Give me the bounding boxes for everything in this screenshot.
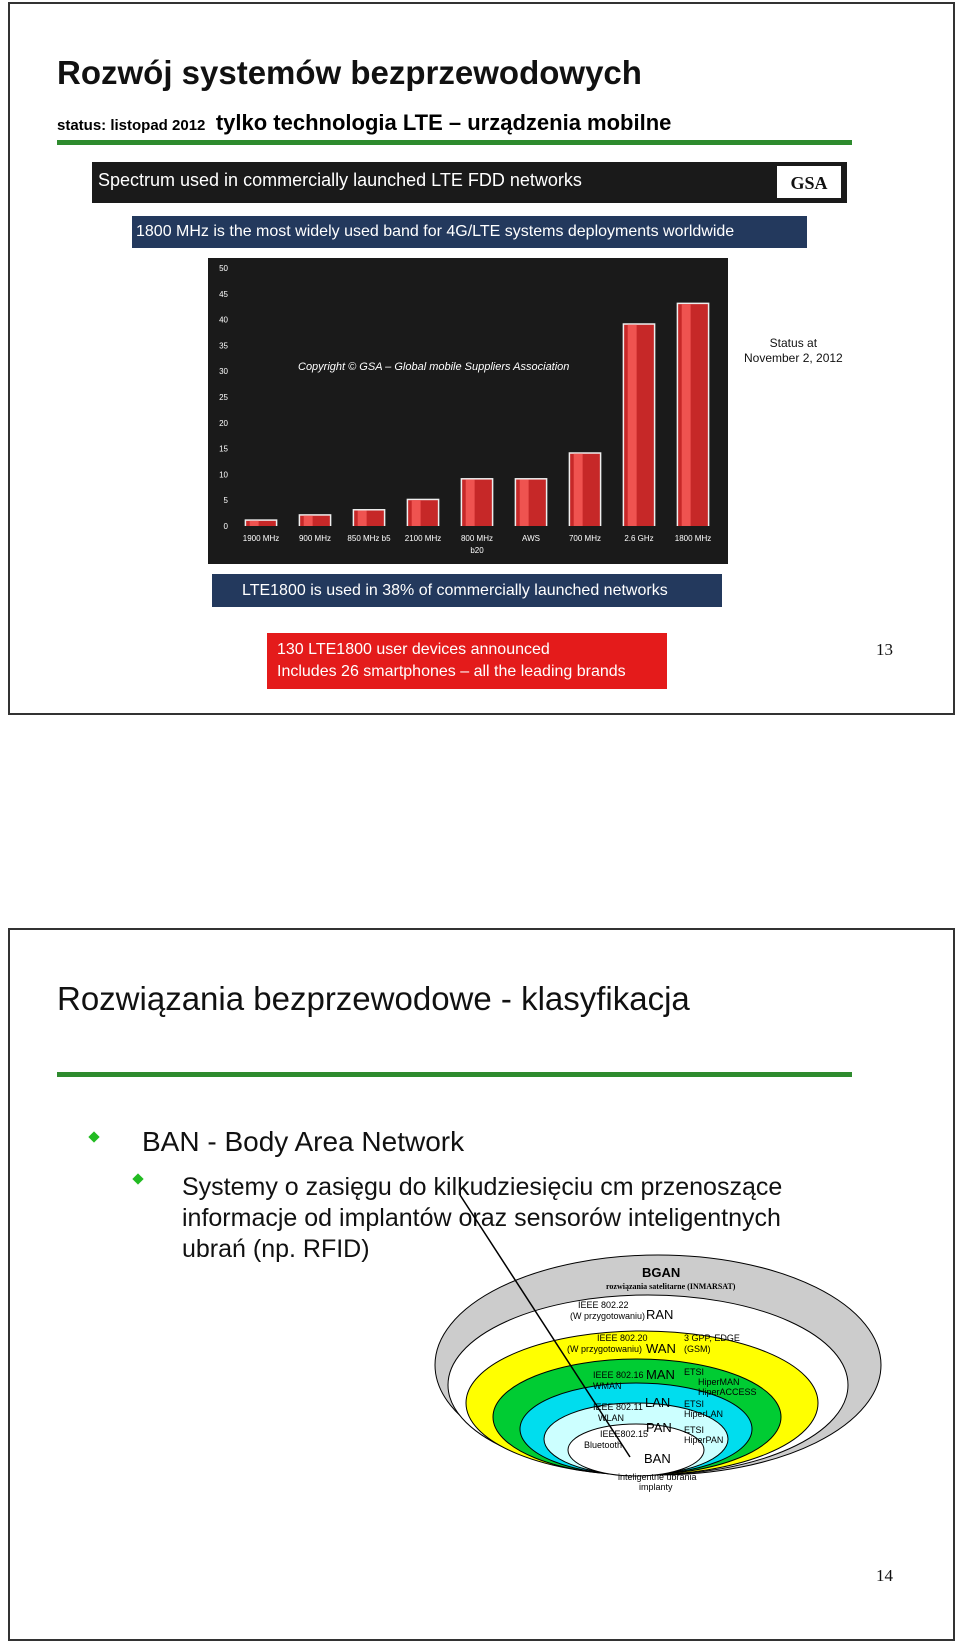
bullet-ban: BAN - Body Area Network [142,1126,465,1157]
gsa-header-bar [92,162,847,203]
man-std1: IEEE 802.16 [593,1370,644,1380]
bullet-diamond-icon [132,1173,143,1184]
pan-label: PAN [646,1420,672,1435]
ran-std1: IEEE 802.22 [578,1300,629,1310]
lte1800-usage-banner: LTE1800 is used in 38% of commercially launched networks [212,574,722,607]
bgan-sub: rozwiązania satelitarne (INMARSAT) [606,1282,736,1291]
x-tick-label: 2100 MHz [404,534,442,543]
slide-subtitle: tylko technologia LTE – urządzenia mobilne [215,110,672,135]
ran-label: RAN [646,1307,674,1322]
bar-highlight [628,325,637,526]
slide-14 [8,928,955,1641]
man-std2: WMAN [593,1381,622,1391]
pan-right1: ETSI [684,1425,705,1435]
pan-right2: HiperPAN [684,1435,724,1445]
status-note-line1: Status at [769,336,818,350]
man-right3: HiperACCESS [698,1387,757,1397]
x-tick-label: 800 MHz [460,534,494,543]
x-tick-label: b20 [470,546,484,555]
y-tick-label: 50 [219,264,228,273]
x-tick-label: 850 MHz b5 [347,534,391,543]
bar-highlight [358,511,367,526]
bar-highlight [574,454,583,526]
devices-line1: 130 LTE1800 user devices announced [277,641,550,658]
y-tick-label: 10 [219,470,228,480]
status-label: status: listopad 2012 [57,117,206,134]
lte1800-devices-banner [267,633,667,689]
lan-right1: ETSI [684,1399,705,1409]
devices-line2: Includes 26 smartphones – all the leading brands [277,663,626,680]
ran-std2: (W przygotowaniu) [570,1311,646,1321]
wan-std1: IEEE 802.20 [597,1333,648,1343]
man-label: MAN [646,1367,675,1382]
chart-subheading: 1800 MHz is the most widely used band for 4G/LTE systems deployments worldwide [132,216,807,248]
gsa-logo: GSA [777,166,841,198]
status-note [744,336,843,366]
lte-spectrum-figure [92,162,847,682]
page-number: 13 [876,640,893,659]
slide-title: Rozwiązania bezprzewodowe - klasyfikacja [57,980,690,1017]
gsa-header-text: Spectrum used in commercially launched LTE FDD networks [98,170,582,190]
y-tick-label: 0 [223,522,228,531]
bar-highlight [304,516,313,526]
network-classification-diagram [410,1195,910,1495]
y-tick-label: 15 [219,444,228,454]
bullet-diamond-icon [88,1131,99,1142]
wan-std2: (W przygotowaniu) [567,1344,643,1354]
bullet-line1: Systemy o zasięgu do kilkudziesięciu cm przenoszące [182,1173,783,1201]
wan-right1: 3 GPP, EDGE [684,1333,740,1343]
y-tick-label: 35 [219,341,228,351]
y-tick-label: 45 [219,289,228,299]
title-rule [57,140,852,145]
x-tick-label: 1900 MHz [242,534,280,543]
lan-label: LAN [645,1395,671,1410]
bullet-line3: ubrań (np. RFID) [182,1235,370,1263]
x-tick-label: 900 MHz [298,534,332,543]
bar-highlight [466,480,475,526]
pan-std2: Bluetooth [584,1440,623,1450]
y-tick-label: 20 [219,418,228,428]
wan-label: WAN [646,1341,676,1356]
wan-right2: (GSM) [684,1344,711,1354]
bgan-label: BGAN [642,1265,681,1280]
man-right2: HiperMAN [698,1377,740,1387]
bar-highlight [682,304,691,526]
y-tick-label: 40 [219,315,228,325]
slide-13 [8,2,955,715]
page-number: 14 [876,1566,893,1585]
lan-std2: WLAN [598,1413,625,1423]
title-rule [57,1072,852,1077]
slide-title: Rozwój systemów bezprzewodowych [57,54,642,91]
pan-std1: IEEE802.15 [600,1429,649,1439]
lan-right2: HiperLAN [684,1409,724,1419]
x-tick-label: 700 MHz [568,534,602,543]
slide-subtitle-row [57,110,671,136]
ban-label: BAN [644,1451,671,1466]
x-tick-label: AWS [522,534,540,543]
x-tick-label: 1800 MHz [674,534,712,543]
bar-highlight [250,521,259,526]
chart-watermark: Copyright © GSA – Global mobile Suppliers Association [298,361,570,373]
ban-sub1: inteligentne ubrania [618,1472,697,1482]
y-tick-label: 30 [219,367,228,377]
status-note-line2: November 2, 2012 [744,351,843,365]
y-tick-label: 5 [223,496,228,506]
lan-std1: IEEE 802.11 [593,1402,643,1412]
y-tick-label: 25 [219,393,228,402]
bar-highlight [412,500,421,526]
bullet-line2: informacje od implantów oraz sensorów inteligentnych [182,1204,781,1232]
bar-chart [208,258,728,564]
bar-highlight [520,480,529,526]
man-right1: ETSI [684,1367,705,1377]
x-tick-label: 2.6 GHz [624,534,654,543]
ban-sub2: implanty [639,1482,673,1492]
